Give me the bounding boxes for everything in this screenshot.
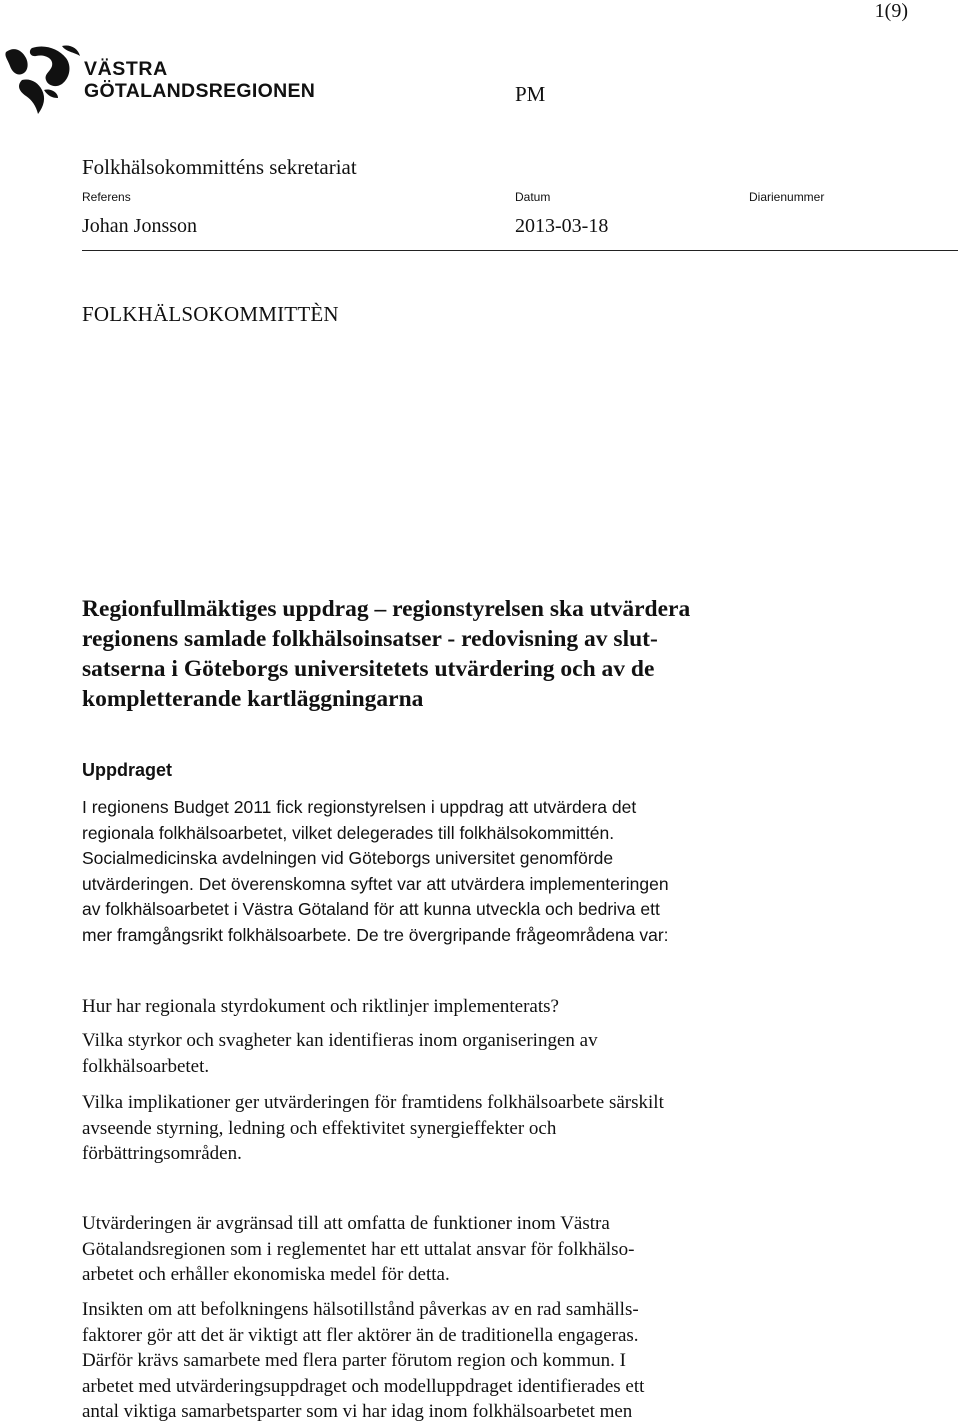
vgr-logo [2,42,342,116]
vgr-emblem-icon [2,44,82,116]
paragraph-scope [82,1211,782,1288]
text-line: Utvärderingen är avgränsad till att omfatta de funktioner inom Västra [82,1213,610,1234]
text-line: Därför krävs samarbete med flera parter förutom region och kommun. I [82,1350,626,1371]
text-line: Vilka implikationer ger utvärderingen för framtidens folkhälsoarbete särskilt [82,1092,664,1113]
text-line: arbetet och erhåller ekonomiska medel för detta. [82,1264,450,1285]
logo-line-1: VÄSTRA [84,58,168,80]
question-1 [82,994,782,1020]
text-line: förbättringsområden. [82,1143,242,1164]
paragraph-insight [82,1297,782,1425]
document-type: PM [515,82,546,106]
text-line: antal viktiga samarbetsparter som vi har idag inom folkhälsoarbetet men [82,1401,633,1422]
text-line: I regionens Budget 2011 fick regionstyrelsen i uppdrag att utvärdera det [82,797,637,817]
document-title [82,594,782,714]
recipient: FOLKHÄLSOKOMMITTÈN [82,302,339,326]
title-line: regionens samlade folkhälsoinsatser - redovisning av slut- [82,626,658,652]
text-line: av folkhälsoarbetet i Västra Götaland för att kunna utveckla och bedriva ett [82,899,660,919]
text-line: regionala folkhälsoarbetet, vilket delegerades till folkhälsokommittén. [82,822,615,843]
date-value: 2013-03-18 [515,215,609,237]
text-line: arbetet med utvärderingsuppdraget och modelluppdraget identifierades ett [82,1375,645,1397]
registration-number-label: Diarienummer [749,190,825,204]
text-line: Hur har regionala styrdokument och riktlinjer implementerats? [82,996,559,1017]
paragraph-assignment [82,795,782,948]
date-label: Datum [515,190,551,204]
text-line: mer framgångsrikt folkhälsoarbete. De tre övergripande frågeområdena var: [82,924,669,945]
text-line: avseende styrning, ledning och effektivitet synergieffekter och [82,1117,557,1139]
logo-line-2: GÖTALANDSREGIONEN [84,80,316,102]
text-line: Götalandsregionen som i reglementet har ett uttalat ansvar för folkhälso- [82,1238,635,1260]
text-line: folkhälsoarbetet. [82,1055,210,1077]
text-line: Vilka styrkor och svagheter kan identifieras inom organiseringen av [82,1030,598,1051]
text-line: Socialmedicinska avdelningen vid Göteborgs universitet genomförde [82,848,614,868]
title-line: Regionfullmäktiges uppdrag – regionstyrelsen ska utvärdera [82,596,691,622]
title-line: kompletterande kartläggningarna [82,686,424,712]
section-heading: Uppdraget [82,760,172,780]
text-line: faktorer gör att det är viktigt att fler aktörer än de traditionella engageras. [82,1324,639,1346]
question-2 [82,1028,782,1079]
header-divider [82,250,958,251]
title-line: satserna i Göteborgs universitetets utvärdering och av de [82,656,655,682]
text-line: Insikten om att befolkningens hälsotillstånd påverkas av en rad samhälls- [82,1299,639,1320]
question-3 [82,1090,782,1167]
reference-value: Johan Jonsson [82,215,198,237]
department-name: Folkhälsokommitténs sekretariat [82,155,357,179]
text-line: utvärderingen. Det överenskomna syftet var att utvärdera implementeringen [82,873,669,894]
page-number: 1(9) [874,0,908,22]
reference-label: Referens [82,190,131,204]
